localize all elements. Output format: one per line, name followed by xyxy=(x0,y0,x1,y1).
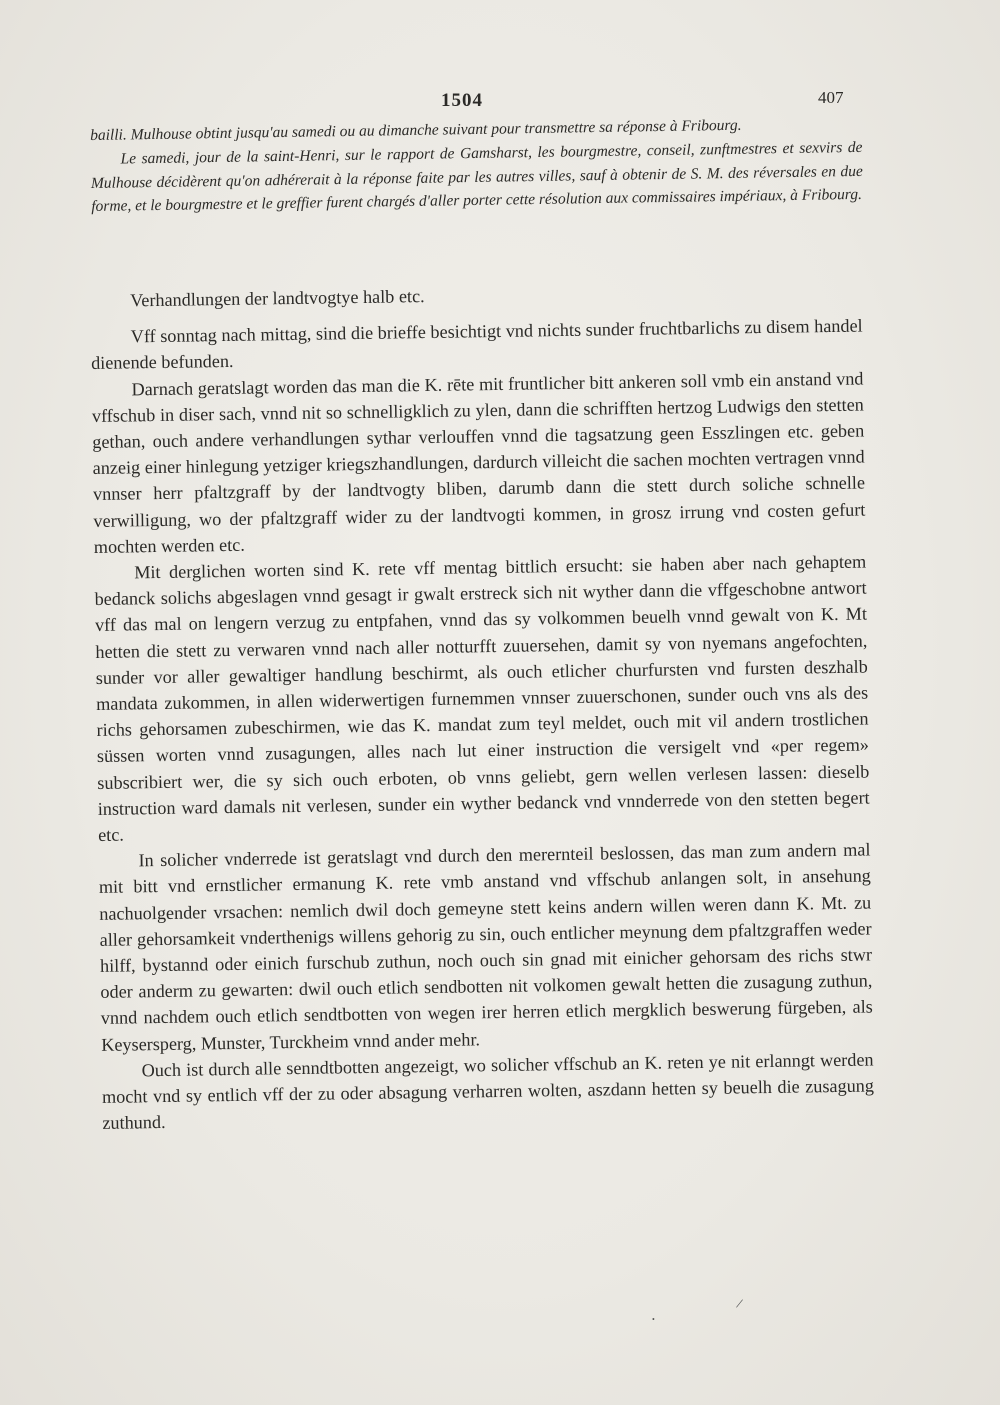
french-summary xyxy=(90,112,863,219)
stray-ink-dot: • xyxy=(652,1315,655,1324)
body-paragraph: Ouch ist durch alle senndtbotten angezeigt, wo solicher vffschub an K. reten ye nit erlanngt werden mocht vnd sy entlich vff der zu oder absagung verharren wolten, aszdann hetten sy beuelh die zusagung zuthund. xyxy=(101,1049,875,1134)
french-summary-paragraph: bailli. Mulhouse obtint jusqu'au samedi ou au dimanche suivant pour transmettre sa réponse à Fribourg. xyxy=(90,116,742,144)
running-header-year: 1504 xyxy=(441,90,483,111)
body-paragraph: Darnach geratslagt worden das man die K. rēte mit fruntlicher bitt ankeren soll vmb ein anstand vnd vffschub in diser sach, vnnd nit so schnelligklich zu ylen, dann die schrifften hertzog Ludwigs den stetten gethan, ouch andere verhandlungen sythar verlouffen vnnd die tagsatzung geen Esszlingen etc. geben anzeig einer hinlegung yetziger kriegszhandlungen, dardurch villeicht die sachen mochten vertragen vnnd vnnser herr pfaltzgraff by der landtvogty bliben, darumb dann die stett durch soliche schnelle verwilligung, wo der pfaltzgraff wider zu der landtvogti kommen, in grosz irrung vnd costen gefurt mochten werden etc. xyxy=(91,368,866,557)
body-paragraph: In solicher vnderrede ist geratslagt vnd durch den merernteil beslossen, das man zum andern mal mit bitt vnd ernstlicher ermanung K. rete vmb anstand vnd vffschub anlangen solt, in ansehung nachuolgender vrsachen: nemlich dwil doch gemeyne stett keins andern willen weren dann K. Mt. zu aller gehorsamkeit vnderthenigs willens gehorig zu sin, ouch entlicher meynung dem pfaltzgraffen weder hilff, bystannd oder einich furschub zuthun, noch ouch sin gnad mit einicher gehorsam des richs stwr oder anderm zu gewarten: dwil ouch etlich sendbotten nit volkomen gewalt hetten die zusagung zuthun, vnnd nachdem ouch etlich sendtbotten von wegen irer herren etlich mergklich beswerung fürgeben, als Keysersperg, Munster, Turckheim vnnd ander mehr. xyxy=(98,839,873,1055)
document-body xyxy=(90,277,875,1137)
section-heading: Verhandlungen der landtvogtye halb etc. xyxy=(130,286,425,311)
french-summary-paragraph: Le samedi, jour de la saint-Henri, sur le rapport de Gamsharst, les bourgmestre, conseil, zunftmestres et sexvirs de Mulhouse décidèrent qu'on adhérerait à la réponse faite par les autres villes, sauf à obtenir de S. M. des réversales en due forme, et le bourgmestre et le greffier furent chargés d'aller porter cette résolution aux commissaires impériaux, à Fribourg. xyxy=(90,138,863,216)
page-number: 407 xyxy=(818,88,844,107)
body-paragraph: Vff sonntag nach mittag, sind die brieffe besichtigt vnd nichts sunder fruchtbarlichs zu disem handel dienende befunden. xyxy=(90,315,863,374)
stray-ink-mark: / xyxy=(734,1296,744,1313)
body-paragraph: Mit derglichen worten sind K. rete vff mentag bittlich ersucht: sie haben aber nach gehaptem bedanck solichs abgeslagen vnnd gesagt ir gwalt erstreck sich nit wyther dann die vffgeschobne antwort vff das mal on lengern verzug zu entpfahen, vnnd das sy volkommen beuelh vnnd gewalt von K. Mt hetten die stett zu verwaren vnnd nach aller notturfft zuuersehen, damit sy von nyemans angefochten, sunder vor aller gewaltiger handlung beschirmt, als ouch etlicher churfursten vnd fursten deszhalb mandata zukommen, in allen widerwertigen furnemmen vnnser zuuerschonen, sunder ouch vns als des richs gehorsamen zubeschirmen, wie das K. mandat zum teyl meldet, ouch mit vil andern trostlichen süssen worten vnnd zusagungen, alles nach lut einer instruction die versigelt vnd «per regem» subscribiert wer, die sy sich ouch erboten, ob vnns geliebt, gern wellen verlesen lassen: dieselb instruction ward damals nit verlesen, sunder ein wyther bedanck vnd vnnderrede von den stetten begert etc. xyxy=(94,551,870,846)
